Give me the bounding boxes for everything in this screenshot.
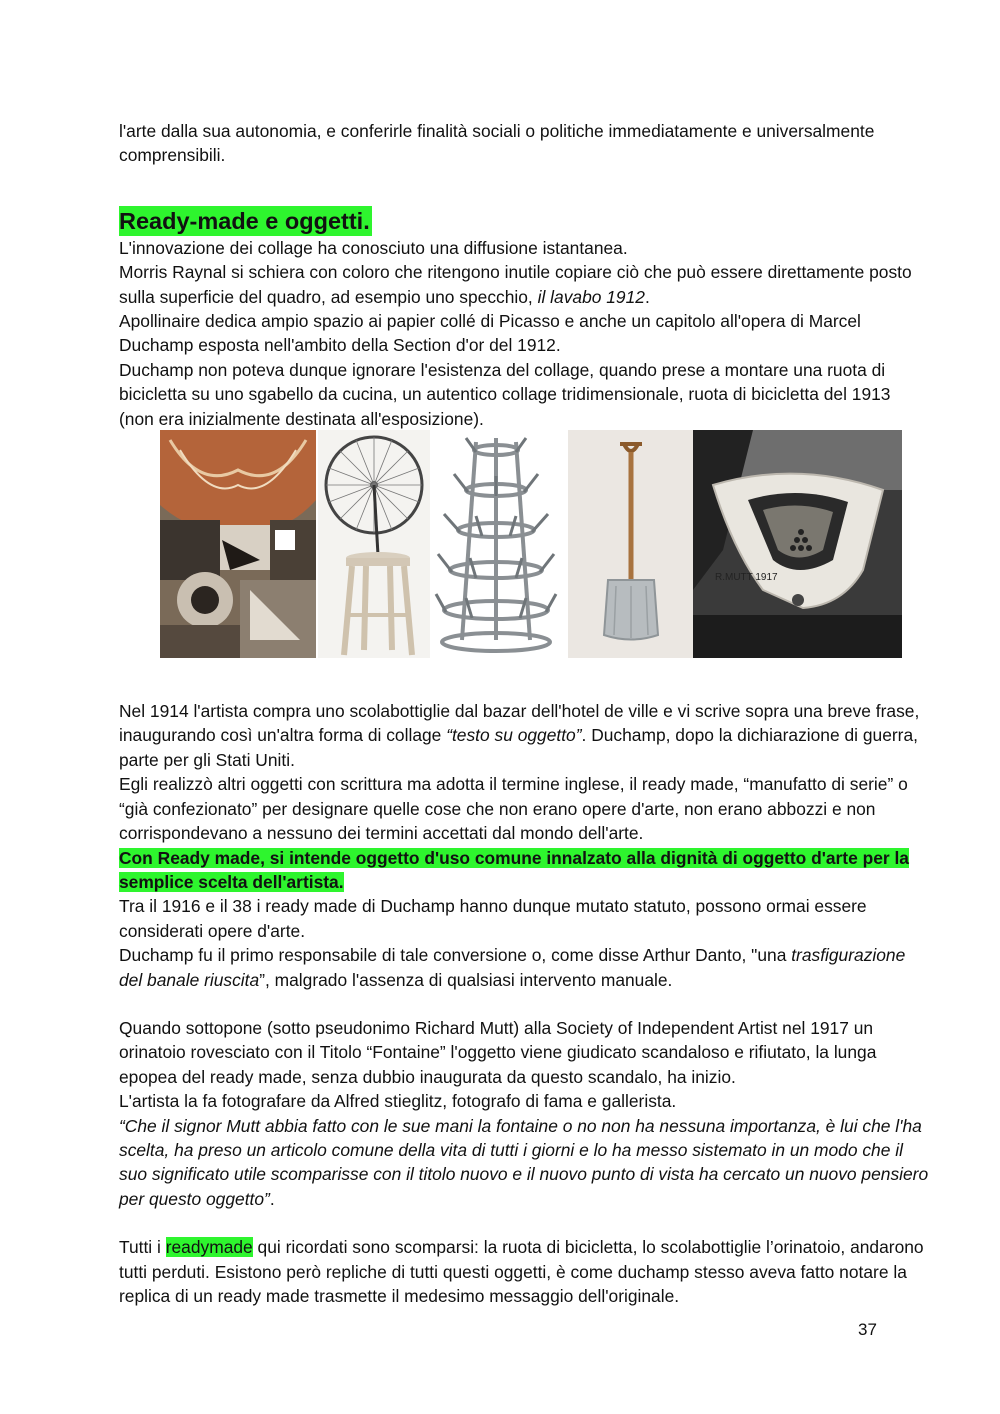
cubist-collage-image: [160, 430, 316, 658]
paragraph-9: Duchamp fu il primo responsabile di tale conversione o, come disse Arthur Danto, "una trasfigurazione del banale riuscita”, malgrado l'assenza di qualsiasi intervento manuale.: [119, 945, 906, 990]
fountain-signature: R.MUTT 1917: [715, 572, 778, 583]
section-heading: Ready-made e oggetti.: [119, 207, 370, 234]
page-number: 37: [858, 1320, 877, 1339]
paragraph-4: Duchamp non poteva dunque ignorare l'esistenza del collage, quando prese a montare una ruota di bicicletta su uno sgabello da cucina, un autentico collage tridimensionale, ruota di bicicletta del 1913 (non era inizialmente destinata all'esposizione).: [119, 359, 891, 429]
paragraph-10: Quando sottopone (sotto pseudonimo Richard Mutt) alla Society of Independent Artist nel 1917 un orinatoio rovesciato con il Titolo “Fontaine” l'oggetto viene giudicato scandaloso e rifiutato, la lunga epopea del ready made, senza dubbio inaugurata da questo scandalo, ha inizio.: [119, 1017, 877, 1087]
paragraph-5: Nel 1914 l'artista compra uno scolabottiglie dal bazar dell'hotel de ville e vi scrive sopra una breve frase, inaugurando così un'altra forma di collage “testo su oggetto”. Duchamp, dopo la dichiarazione di guerra, parte per gli Stati Uniti.: [119, 701, 920, 770]
paragraph-1: L'innovazione dei collage ha conosciuto una diffusione istantanea.: [119, 237, 628, 258]
bicycle-wheel-image: [318, 430, 430, 658]
paragraph-3: Apollinaire dedica ampio spazio ai papier collé di Picasso e anche un capitolo all'opera di Marcel Duchamp esposta nell'ambito della Section d'or del 1912.: [119, 311, 861, 356]
document-body: [119, 119, 929, 1308]
paragraph-11: L'artista la fa fotografare da Alfred stieglitz, fotografo di fama e gallerista.: [119, 1091, 677, 1112]
snow-shovel-image: [568, 430, 693, 658]
paragraph-intro: l'arte dalla sua autonomia, e conferirle finalità sociali o politiche immediatamente e universalmente comprensibili.: [119, 121, 875, 166]
paragraph-8: Tra il 1916 e il 38 i ready made di Duchamp hanno dunque mutato statuto, possono ormai essere considerati opere d'arte.: [119, 896, 867, 941]
bottle-rack-image: [432, 430, 560, 658]
paragraph-6: Egli realizzò altri oggetti con scrittura ma adotta il termine inglese, il ready made, “manufatto di serie” o “già confezionato” per designare quelle cose che non erano opere d'arte, non erano abbozzi e non corrispondevano a nessuno dei termini accettati dal mondo dell'arte.: [119, 774, 908, 844]
paragraph-12-quote: “Che il signor Mutt abbia fatto con le sue mani la fontaine o no non ha nessuna importanza, è lui che l'ha scelta, ha preso un articolo comune della vita di tutti i giorni e lo ha messo sistemato in un modo che il suo significato utile scomparisse con il titolo nuovo e il nuovo punto di vista ha cercato un nuovo pensiero per questo oggetto”.: [119, 1115, 929, 1209]
paragraph-7-definition: Con Ready made, si intende oggetto d'uso comune innalzato alla dignità di oggetto d'arte per la semplice scelta dell'artista.: [119, 847, 909, 892]
paragraph-2: Morris Raynal si schiera con coloro che ritengono inutile copiare ciò che può essere direttamente posto sulla superficie del quadro, ad esempio uno specchio, il lavabo 1912.: [119, 262, 912, 307]
paragraph-13: Tutti i readymade qui ricordati sono scomparsi: la ruota di bicicletta, lo scolabottiglie l’orinatoio, andarono tutti perduti. Esistono però repliche di tutti questi oggetti, è come duchamp stesso aveva fatto notare la replica di un ready made trasmette il medesimo messaggio dell'originale.: [119, 1237, 924, 1306]
fountain-image: [693, 430, 902, 658]
artworks-figure: [160, 430, 902, 658]
